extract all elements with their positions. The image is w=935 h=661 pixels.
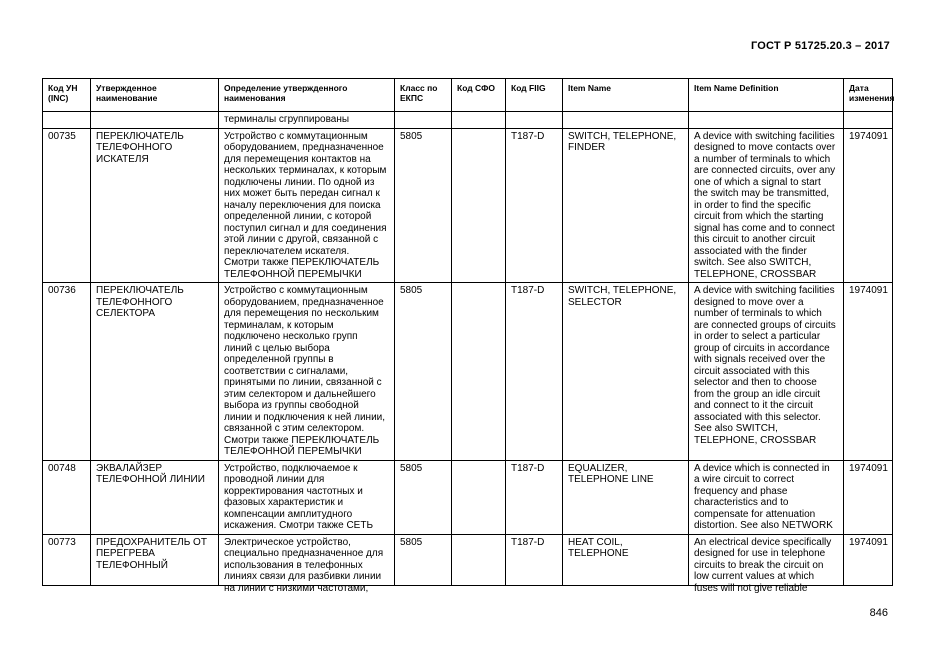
approved-name-cell: ПЕРЕКЛЮЧАТЕЛЬ ТЕЛЕФОННОГО ИСКАТЕЛЯ bbox=[91, 128, 219, 283]
column-header-ekps-class: Класс по ЕКПС bbox=[395, 79, 452, 112]
fiig-code-cell: T187-D bbox=[506, 283, 563, 461]
inc-cell: 00736 bbox=[43, 283, 91, 461]
inc-cell: 00748 bbox=[43, 460, 91, 534]
item-name-cell: EQUALIZER, TELEPHONE LINE bbox=[563, 460, 689, 534]
column-header-item-name-definition: Item Name Definition bbox=[689, 79, 844, 112]
ekps-class-cell: 5805 bbox=[395, 128, 452, 283]
table-row bbox=[43, 128, 893, 283]
table-row bbox=[43, 460, 893, 534]
definition-cell: Устройство с коммутационным оборудованием, предназначенное для перемещения контактов на нескольких терминалах, к которым подключены линии. По одной из них может быть передан сигнал к началу переключения для поиска определенной линии, с которой поступил сигнал и для соединения этой линии с другой, связанной с переключателем искателя. Смотри также ПЕРЕКЛЮЧАТЕЛЬ ТЕЛЕФОННОЙ ПЕРЕМЫЧКИ bbox=[219, 128, 395, 283]
definition-cell: Электрическое устройство, специально предназначенное для использования в телефонных линиях связи для разбивки линии на линии с низкими частотами, bbox=[219, 534, 395, 585]
column-header-approved-name: Утвержденное наименование bbox=[91, 79, 219, 112]
item-name-definition-cell: A device with switching facilities designed to move contacts over a number of terminals to which are connected circuits, over any one of which a signal to start the switch may be transmitted, in order to find the specific circuit from which the starting signal has come and to connect this circuit to another circuit associated with the finder switch. See also SWITCH, TELEPHONE, CROSSBAR bbox=[689, 128, 844, 283]
sfo-code-cell bbox=[452, 283, 506, 461]
table-cell bbox=[43, 112, 91, 129]
table-cell bbox=[506, 112, 563, 129]
column-header-change-date: Дата изменения bbox=[844, 79, 893, 112]
fiig-code-cell: T187-D bbox=[506, 460, 563, 534]
approved-name-cell: ЭКВАЛАЙЗЕР ТЕЛЕФОННОЙ ЛИНИИ bbox=[91, 460, 219, 534]
ekps-class-cell: 5805 bbox=[395, 460, 452, 534]
page-number: 846 bbox=[869, 607, 888, 619]
approved-name-cell: ПЕРЕКЛЮЧАТЕЛЬ ТЕЛЕФОННОГО СЕЛЕКТОРА bbox=[91, 283, 219, 461]
item-name-definition-cell: A device with switching facilities designed to move over a number of terminals to which are connected groups of circuits in order to select a particular group of circuits in accordance with signals received over the circuit associated with this selector and then to choose from the group an idle circuit and connect to it the circuit associated with this selector. See also SWITCH, TELEPHONE, CROSSBAR bbox=[689, 283, 844, 461]
item-name-cell: SWITCH, TELEPHONE, FINDER bbox=[563, 128, 689, 283]
item-name-cell: HEAT COIL, TELEPHONE bbox=[563, 534, 689, 585]
column-header-item-name: Item Name bbox=[563, 79, 689, 112]
approved-name-cell: ПРЕДОХРАНИТЕЛЬ ОТ ПЕРЕГРЕВА ТЕЛЕФОННЫЙ bbox=[91, 534, 219, 585]
fiig-code-cell: T187-D bbox=[506, 534, 563, 585]
column-header-inc: Код УН (INC) bbox=[43, 79, 91, 112]
item-name-definition-cell: An electrical device specifically designed for use in telephone circuits to break the circuit on low current values at which fuses will not give reliable bbox=[689, 534, 844, 585]
continuation-text: терминалы сгруппированы bbox=[219, 112, 395, 129]
inc-cell: 00773 bbox=[43, 534, 91, 585]
table-continuation-row bbox=[43, 112, 893, 129]
table-cell bbox=[395, 112, 452, 129]
table-header-row bbox=[43, 79, 893, 112]
change-date-cell: 1974091 bbox=[844, 128, 893, 283]
sfo-code-cell bbox=[452, 460, 506, 534]
sfo-code-cell bbox=[452, 128, 506, 283]
table-cell bbox=[452, 112, 506, 129]
table-cell bbox=[91, 112, 219, 129]
table-cell bbox=[563, 112, 689, 129]
ekps-class-cell: 5805 bbox=[395, 283, 452, 461]
table-row bbox=[43, 283, 893, 461]
item-name-definition-cell: A device which is connected in a wire circuit to correct frequency and phase characteristics and to compensate for attenuation distortion. See also NETWORK bbox=[689, 460, 844, 534]
column-header-fiig-code: Код FIIG bbox=[506, 79, 563, 112]
definition-cell: Устройство, подключаемое к проводной линии для корректирования частотных и фазовых характеристик и компенсации амплитудного искажения. Смотри также СЕТЬ bbox=[219, 460, 395, 534]
table-cell bbox=[844, 112, 893, 129]
change-date-cell: 1974091 bbox=[844, 283, 893, 461]
page-header-title: ГОСТ Р 51725.20.3 – 2017 bbox=[750, 40, 890, 52]
ekps-class-cell: 5805 bbox=[395, 534, 452, 585]
fiig-code-cell: T187-D bbox=[506, 128, 563, 283]
change-date-cell: 1974091 bbox=[844, 460, 893, 534]
inc-cell: 00735 bbox=[43, 128, 91, 283]
change-date-cell: 1974091 bbox=[844, 534, 893, 585]
classification-table bbox=[42, 78, 895, 594]
column-header-sfo-code: Код СФО bbox=[452, 79, 506, 112]
sfo-code-cell bbox=[452, 534, 506, 585]
column-header-definition: Определение утвержденного наименования bbox=[219, 79, 395, 112]
definition-cell: Устройство с коммутационным оборудованием, предназначенное для перемещения по нескольким терминалам, к которым подключено несколько групп линий с целью выбора определенной группы в соответствии с сигналами, принятыми по линии, связанной с этим селектором и дальнейшего выбора из группы свободной линии и подключения к ней линии, связанной с этим селектором. Смотри также ПЕРЕКЛЮЧАТЕЛЬ ТЕЛЕФОННОЙ ПЕРЕМЫЧКИ bbox=[219, 283, 395, 461]
table-row bbox=[43, 534, 893, 585]
item-name-cell: SWITCH, TELEPHONE, SELECTOR bbox=[563, 283, 689, 461]
table-cell bbox=[689, 112, 844, 129]
